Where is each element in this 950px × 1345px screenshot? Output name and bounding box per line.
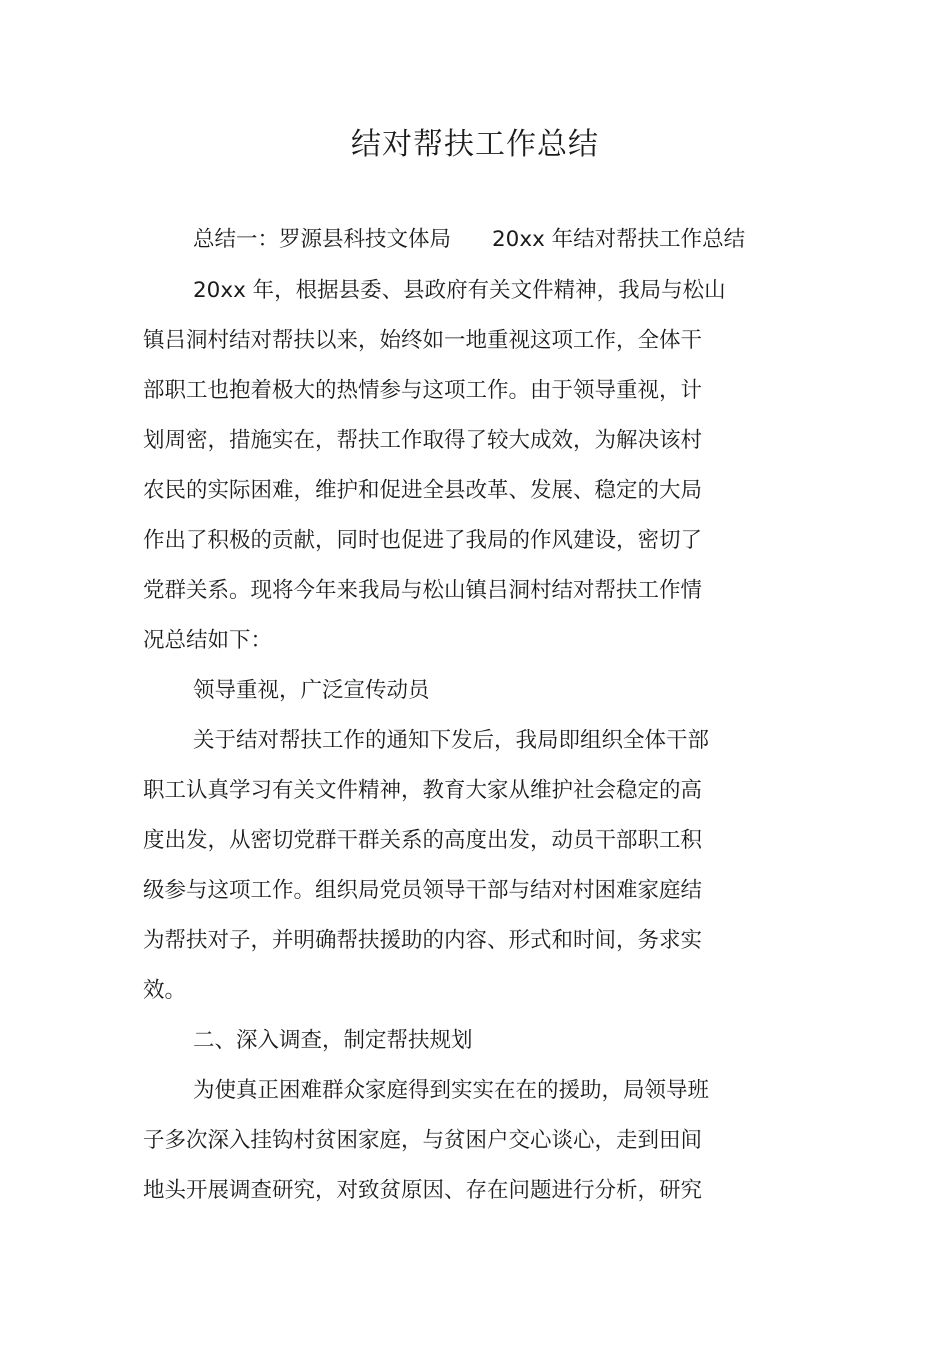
paragraph-line: 为使真正困难群众家庭得到实实在在的援助，局领导班 [193,1078,710,1103]
paragraph-line: 况总结如下： [143,628,273,653]
paragraph-line: 20xx 年，根据县委、县政府有关文件精神，我局与松山 [193,278,726,303]
section-heading-leadership: 领导重视，广泛宣传动员 [193,678,430,703]
paragraph-line: 度出发，从密切党群干群关系的高度出发，动员干部职工积 [143,828,703,853]
paragraph-line: 职工认真学习有关文件精神，教育大家从维护社会稳定的高 [143,778,703,803]
paragraph-line: 党群关系。现将今年来我局与松山镇吕洞村结对帮扶工作情 [143,578,703,603]
paragraph-line: 农民的实际困难，维护和促进全县改革、发展、稳定的大局 [143,478,703,503]
paragraph-line: 镇吕洞村结对帮扶以来，始终如一地重视这项工作，全体干 [143,328,703,353]
paragraph-line: 地头开展调查研究，对致贫原因、存在问题进行分析，研究 [143,1178,703,1203]
paragraph-line: 为帮扶对子，并明确帮扶援助的内容、形式和时间，务求实 [143,928,703,953]
section-heading-investigation: 二、深入调查，制定帮扶规划 [193,1028,473,1053]
paragraph-line: 级参与这项工作。组织局党员领导干部与结对村困难家庭结 [143,878,703,903]
paragraph-line: 关于结对帮扶工作的通知下发后，我局即组织全体干部 [193,728,710,753]
paragraph-line: 划周密，措施实在，帮扶工作取得了较大成效，为解决该村 [143,428,703,453]
paragraph-line: 部职工也抱着极大的热情参与这项工作。由于领导重视，计 [143,378,703,403]
paragraph-line: 作出了积极的贡献，同时也促进了我局的作风建设，密切了 [143,528,703,553]
section-heading-summary-one: 总结一：罗源县科技文体局 20xx 年结对帮扶工作总结 [193,227,746,252]
paragraph-line: 子多次深入挂钩村贫困家庭，与贫困户交心谈心，走到田间 [143,1128,703,1153]
document-title: 结对帮扶工作总结 [351,127,599,162]
paragraph-line: 效。 [143,978,187,1003]
